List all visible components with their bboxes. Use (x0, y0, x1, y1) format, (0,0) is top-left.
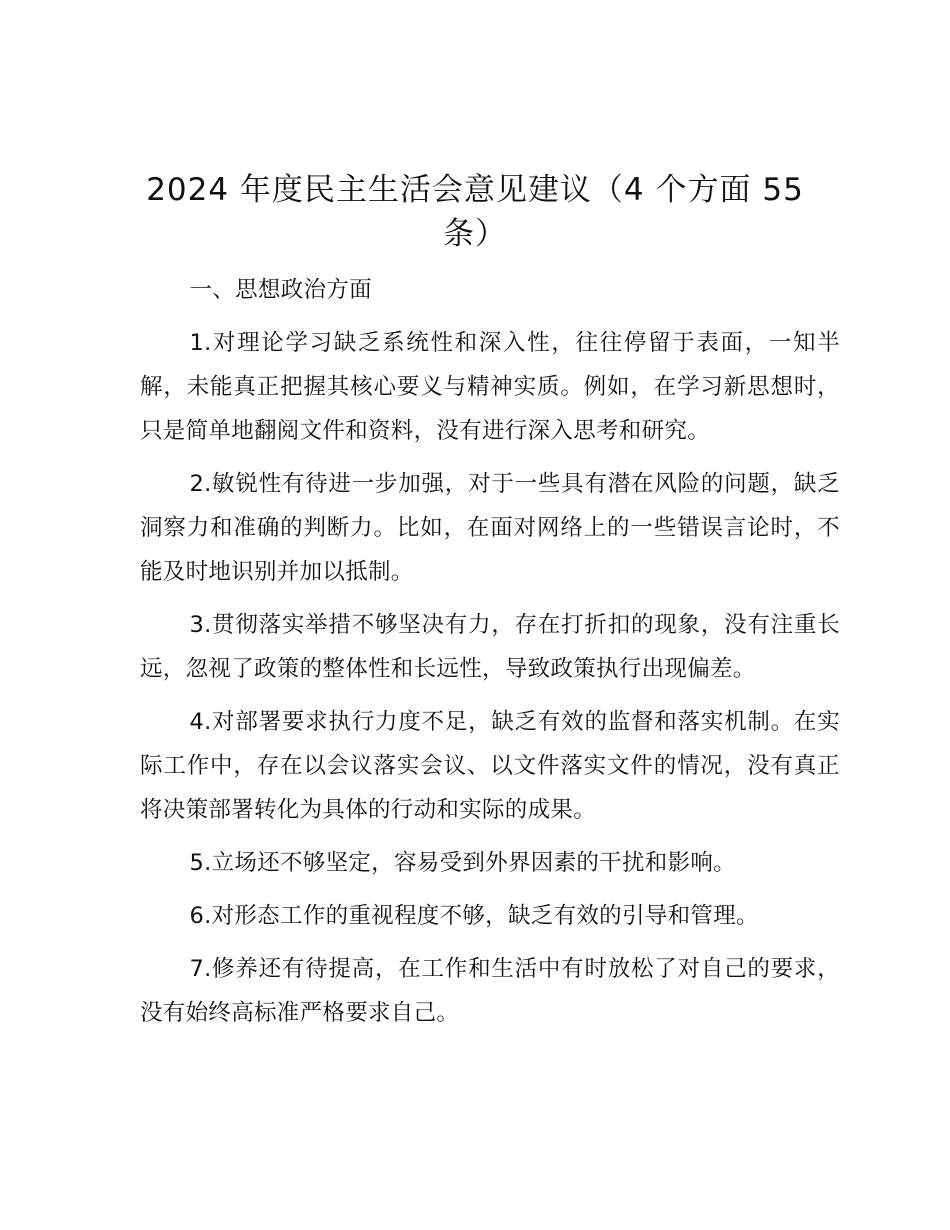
paragraph-2: 2.敏锐性有待进一步加强，对于一些具有潜在风险的问题，缺乏洞察力和准确的判断力。比如，在面对网络上的一些错误言论时，不能及时地识别并加以抵制。 (140, 471, 840, 585)
section-heading: 一、思想政治方面 (189, 277, 372, 303)
paragraph-1: 1.对理论学习缺乏系统性和深入性，往往停留于表面，一知半解，未能真正把握其核心要义与精神实质。例如，在学习新思想时，只是简单地翻阅文件和资料，没有进行深入思考和研究。 (140, 330, 840, 444)
paragraph-5: 5.立场还不够坚定，容易受到外界因素的干扰和影响。 (189, 850, 736, 876)
paragraph-7: 7.修养还有待提高，在工作和生活中有时放松了对自己的要求，没有始终高标准严格要求自己。 (140, 956, 840, 1026)
paragraph-4: 4.对部署要求执行力度不足，缺乏有效的监督和落实机制。在实际工作中，存在以会议落实会议、以文件落实文件的情况，没有真正将决策部署转化为具体的行动和实际的成果。 (140, 709, 840, 823)
document-title: 2024 年度民主生活会意见建议（4 个方面 55 条） (146, 172, 804, 252)
paragraph-6: 6.对形态工作的重视程度不够，缺乏有效的引导和管理。 (189, 903, 759, 929)
document-body (140, 268, 840, 1044)
paragraph-3: 3.贯彻落实举措不够坚决有力，存在打折扣的现象，没有注重长远，忽视了政策的整体性和长远性，导致政策执行出现偏差。 (140, 612, 840, 682)
